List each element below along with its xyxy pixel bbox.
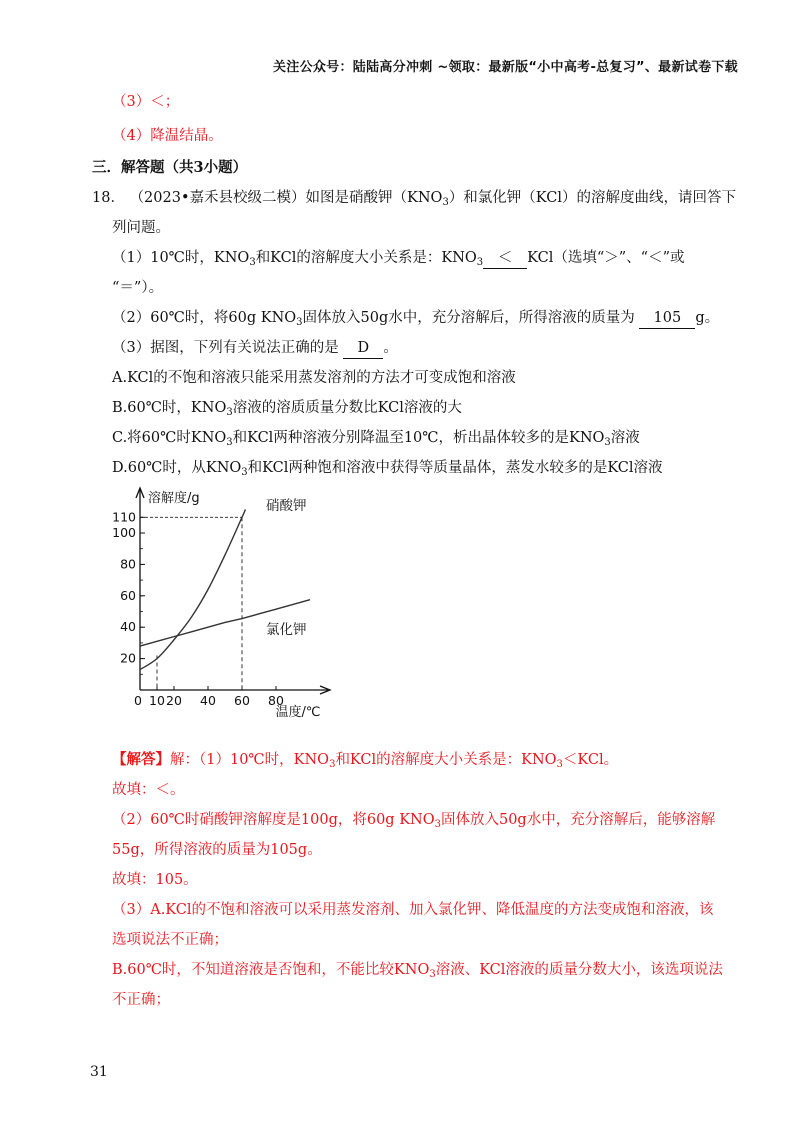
y-tick-label-110: 110 — [112, 509, 136, 525]
part-1-line-1: （1）10℃时，$KNO_3$和KCl的溶解度大小关系是：$KNO_3 < KCl$（选填“＞”、“＜”或 — [112, 250, 685, 268]
question-stem-line-1: 18． （2023•嘉禾县校级二模）如图是硝酸钾$(KNO_3)$和氯化钾（KCl）的溶解度曲线，请回答下 — [92, 190, 736, 208]
answer-line-3-cont: 选项说法不正确； — [112, 932, 228, 948]
answer-fill-1: 故填：＜。 — [112, 782, 185, 798]
x-axis-label: 温度/℃ — [275, 705, 321, 720]
part-1-answer-blank: ＜ — [483, 248, 527, 269]
answer-line-4: B.60℃时，不知道溶液是否饱和，不能比较$KNO_3$溶液、KCl溶液的质量分数大小，该选项说法 — [112, 962, 723, 980]
option-a: A.KCl的不饱和溶液只能采用蒸发溶剂的方法才可变成饱和溶液 — [112, 370, 516, 386]
chart-series — [140, 509, 310, 669]
x-tick-label-0: 0 — [134, 693, 142, 708]
part-1-line-2: “＝”）。 — [112, 280, 164, 296]
chart-guide-lines — [140, 517, 242, 690]
part-3-answer-blank: D — [343, 338, 383, 359]
option-b: B.60℃时，$KNO_3$溶液的溶质质量分数比KCl溶液的大 — [112, 400, 462, 418]
part-2-answer-blank: 105 — [639, 308, 695, 329]
answer-line-2: （2）60℃时硝酸钾溶解度是100g，将60g $KNO_3$固体放入50g水中，充分溶解后，能够溶解 — [112, 812, 716, 830]
y-tick-label-100: 100 — [112, 525, 136, 540]
question-number: 18． — [92, 190, 125, 206]
solubility-chart — [110, 482, 350, 722]
series-line-硝酸钾 — [140, 509, 245, 669]
option-d: D.60℃时，从$KNO_3$和KCl两种饱和溶液中获得等质量晶体，蒸发水较多的是KCl溶液 — [112, 460, 663, 478]
part-3-line: （3）据图，下列有关说法正确的是 D 。 — [112, 338, 398, 359]
series-label-kcl: 氯化钾 — [266, 622, 307, 638]
x-tick-label-10: 10 — [149, 693, 165, 708]
answer-line-3: （3）A.KCl的不饱和溶液可以采用蒸发溶剂、加入氯化钾、降低温度的方法变成饱和溶液，该 — [112, 902, 714, 918]
section-title: 三．解答题（共3小题） — [92, 159, 248, 176]
x-tick-label-60: 60 — [234, 693, 250, 708]
part-2-line: （2）60℃时，将60g $KNO_3$固体放入50g水中，充分溶解后，所得溶液的质量为 105 g。 — [112, 310, 720, 328]
x-tick-label-20: 20 — [166, 693, 182, 708]
answer-line-4-cont: 不正确； — [112, 992, 170, 1008]
y-axis-label: 溶解度/g — [148, 491, 200, 506]
y-tick-label-60: 60 — [120, 587, 136, 603]
y-tick-label-40: 40 — [120, 619, 136, 635]
page-number: 31 — [90, 1064, 108, 1080]
answer-label: 【解答】 — [112, 751, 170, 768]
answer-line-2-cont: 55g，所得溶液的质量为105g。 — [112, 842, 322, 858]
page-header: 关注公众号：陆陆高分冲刺 ~领取：最新版“小中高考-总复习”、最新试卷下载 — [272, 60, 738, 75]
option-c: C.将60℃时$KNO_3$和KCl两种溶液分别降温至10℃，析出晶体较多的是$KNO_3$溶液 — [112, 430, 640, 448]
previous-answer-4: （4）降温结晶。 — [112, 128, 223, 144]
answer-fill-2: 故填：105。 — [112, 872, 198, 888]
series-label-kno3: 硝酸钾 — [266, 498, 307, 514]
previous-answer-3: （3）＜； — [112, 94, 180, 110]
x-tick-label-40: 40 — [200, 693, 216, 708]
x-tick-label-80: 80 — [268, 693, 284, 708]
chart-axes — [136, 488, 330, 694]
y-tick-label-80: 80 — [120, 556, 136, 572]
question-stem-line-2: 列问题。 — [112, 220, 170, 236]
answer-line-1: 【解答】解：（1）10℃时，$KNO_3$和KCl的溶解度大小关系是：$KNO_3<KCl$。 — [112, 751, 619, 770]
y-tick-label-20: 20 — [120, 650, 136, 666]
